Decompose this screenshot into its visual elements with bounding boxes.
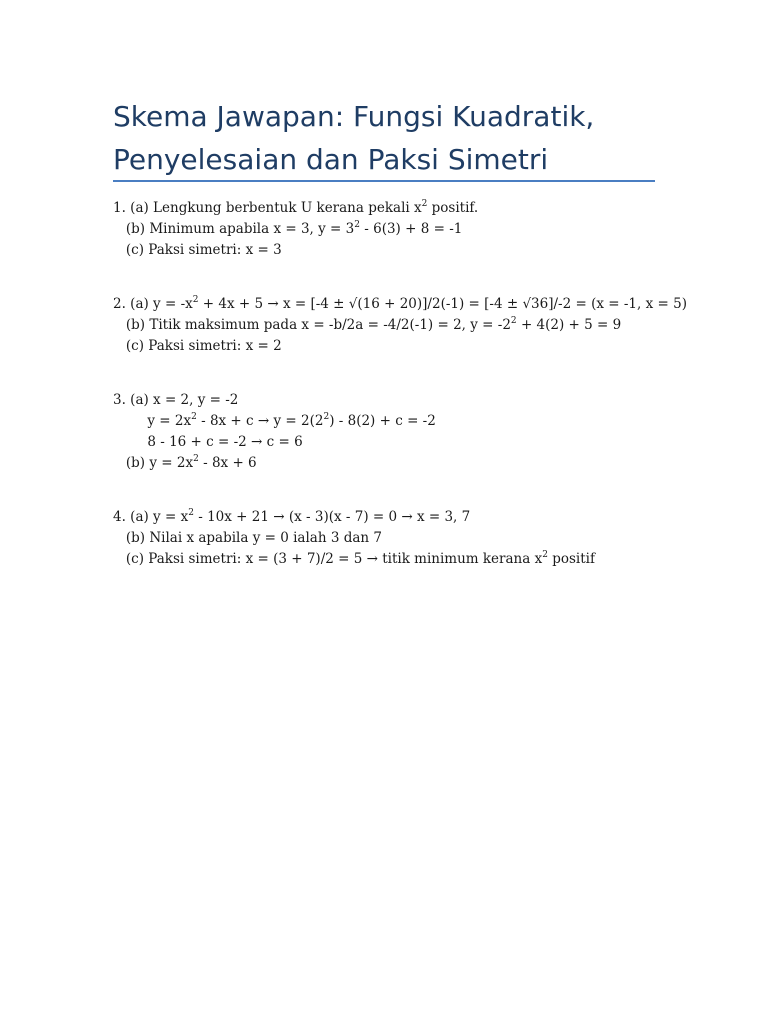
answer-line (113, 411, 713, 432)
answer-line (113, 315, 713, 336)
answer-text: (c) Paksi simetri: x = 2 (113, 338, 282, 354)
title-divider (113, 180, 655, 182)
superscript: 2 (323, 411, 330, 422)
superscript: 2 (542, 549, 548, 560)
answer-list (113, 198, 713, 570)
answer-line (113, 432, 713, 453)
question-spacer (113, 357, 713, 390)
question-spacer (113, 474, 713, 507)
answer-text: - 8x + 6 (198, 455, 257, 471)
answer-text: - 6(3) + 8 = -1 (359, 221, 463, 237)
answer-line (113, 219, 713, 240)
answer-line (113, 294, 713, 315)
answer-text: (b) Minimum apabila x = 3, y = 3 (113, 221, 355, 237)
answer-text: (c) Paksi simetri: x = (3 + 7)/2 = 5 → titik minimum kerana x (113, 551, 543, 567)
answer-line (113, 453, 713, 474)
answer-line (113, 390, 713, 411)
answer-text: + 4x + 5 → x = [-4 ± √(16 + 20)]/2(-1) = [-4 ± √36]/-2 = (x = -1, x = 5) (198, 296, 687, 312)
superscript: 2 (510, 315, 517, 326)
page-title: Skema Jawapan: Fungsi Kuadratik, Penyelesaian dan Paksi Simetri (113, 100, 595, 176)
answer-text: positif. (427, 200, 479, 216)
answer-text: + 4(2) + 5 = 9 (516, 317, 622, 333)
superscript: 2 (354, 219, 360, 230)
answer-line (113, 528, 713, 549)
answer-text: 1. (a) Lengkung berbentuk U kerana pekali x (113, 200, 422, 216)
answer-text: (c) Paksi simetri: x = 3 (113, 242, 282, 258)
answer-line (113, 198, 713, 219)
answer-line (113, 336, 713, 357)
answer-text: y = 2x (113, 413, 192, 429)
answer-text: 2. (a) y = -x (113, 296, 193, 312)
answer-text: (b) Nilai x apabila y = 0 ialah 3 dan 7 (113, 530, 382, 546)
answer-text: 4. (a) y = x (113, 509, 189, 525)
answer-text: 8 - 16 + c = -2 → c = 6 (113, 434, 303, 450)
superscript: 2 (421, 198, 428, 209)
answer-text: positif (547, 551, 595, 567)
answer-text: ) - 8(2) + c = -2 (329, 413, 436, 429)
superscript: 2 (188, 507, 194, 518)
question-spacer (113, 261, 713, 294)
question-4 (113, 507, 713, 570)
superscript: 2 (193, 453, 199, 464)
superscript: 2 (191, 411, 197, 422)
answer-text: 3. (a) x = 2, y = -2 (113, 392, 239, 408)
answer-text: (b) Titik maksimum pada x = -b/2a = -4/2(-1) = 2, y = -2 (113, 317, 511, 333)
answer-text: - 10x + 21 → (x - 3)(x - 7) = 0 → x = 3, 7 (193, 509, 471, 525)
question-3 (113, 390, 713, 474)
answer-text: - 8x + c → y = 2(2 (196, 413, 324, 429)
superscript: 2 (192, 294, 199, 305)
answer-text: (b) y = 2x (113, 455, 194, 471)
question-1 (113, 198, 713, 261)
question-2 (113, 294, 713, 357)
answer-line (113, 549, 713, 570)
answer-line (113, 507, 713, 528)
answer-line (113, 240, 713, 261)
